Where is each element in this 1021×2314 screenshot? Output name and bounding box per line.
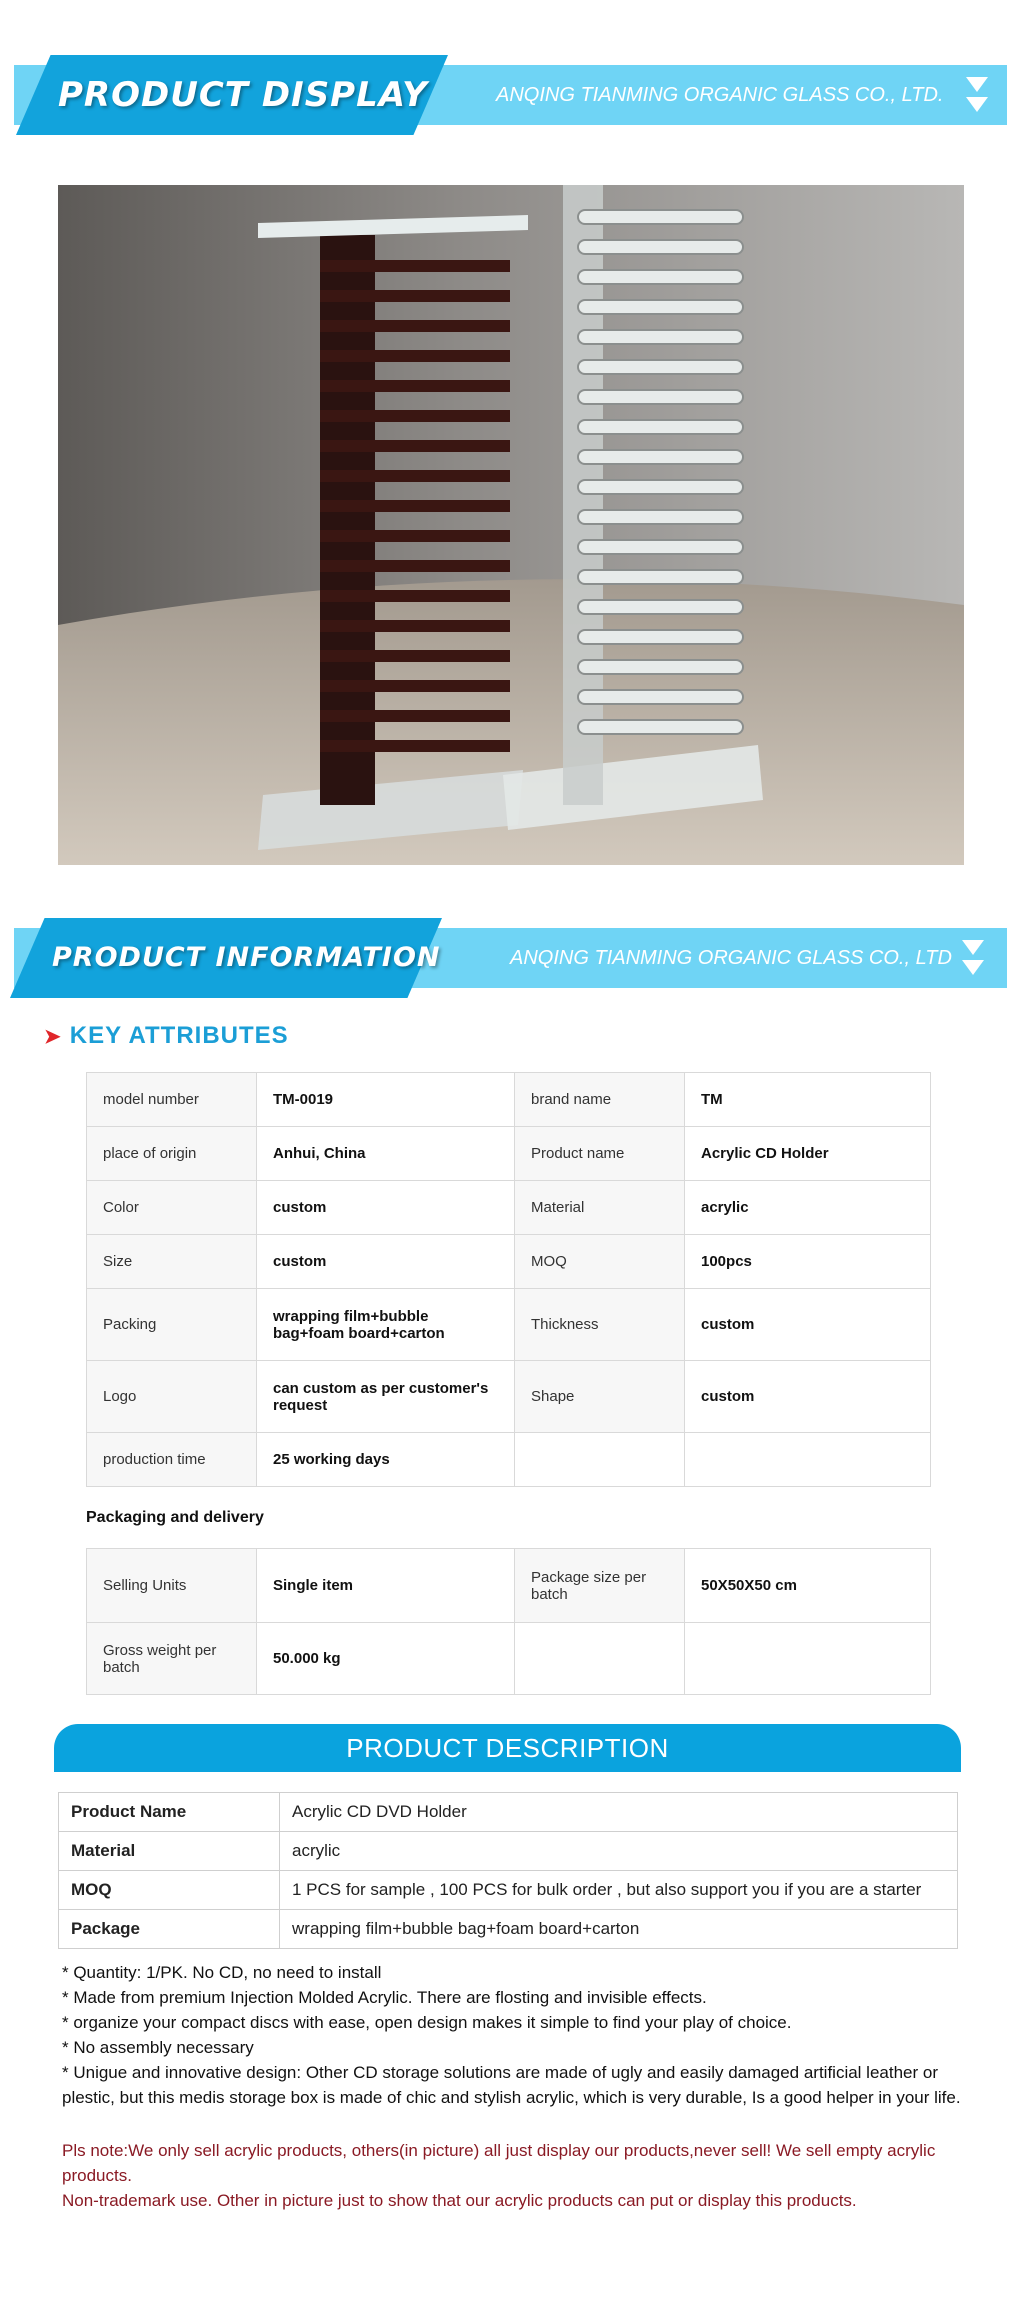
double-chevron-down-icon xyxy=(958,936,988,980)
attr-key: Shape xyxy=(515,1361,685,1433)
attr-key: place of origin xyxy=(87,1127,257,1181)
notice-line: Non-trademark use. Other in picture just to show that our acrylic products can put or display this products. xyxy=(62,2191,857,2210)
table-row xyxy=(87,1433,931,1487)
note-line: * No assembly necessary xyxy=(62,2038,254,2057)
attr-key: Thickness xyxy=(515,1289,685,1361)
attr-key: Package size per batch xyxy=(515,1549,685,1623)
attr-key-empty xyxy=(515,1433,685,1487)
attr-key: Gross weight per batch xyxy=(87,1623,257,1695)
attr-value: custom xyxy=(685,1289,931,1361)
attr-value: custom xyxy=(257,1235,515,1289)
key-attributes-heading xyxy=(44,1018,289,1054)
table-row xyxy=(59,1793,958,1832)
attr-key: Packing xyxy=(87,1289,257,1361)
attr-key: brand name xyxy=(515,1073,685,1127)
product-information-banner xyxy=(0,918,1021,998)
table-row xyxy=(87,1549,931,1623)
product-description-heading: PRODUCT DESCRIPTION xyxy=(54,1724,961,1772)
note-line: * organize your compact discs with ease, open design makes it simple to find your play of choice. xyxy=(62,2013,792,2032)
desc-value: Acrylic CD DVD Holder xyxy=(280,1793,958,1832)
attr-value: 25 working days xyxy=(257,1433,515,1487)
banner-title: PRODUCT DISPLAY xyxy=(58,75,428,115)
attr-value: TM-0019 xyxy=(257,1073,515,1127)
attr-value: TM xyxy=(685,1073,931,1127)
attr-key: production time xyxy=(87,1433,257,1487)
desc-key: MOQ xyxy=(59,1871,280,1910)
attr-value: 100pcs xyxy=(685,1235,931,1289)
table-row xyxy=(87,1235,931,1289)
attr-value: 50.000 kg xyxy=(257,1623,515,1695)
attr-value: custom xyxy=(685,1361,931,1433)
table-row xyxy=(87,1127,931,1181)
attr-value-empty xyxy=(685,1433,931,1487)
table-row xyxy=(59,1910,958,1949)
attr-key: Color xyxy=(87,1181,257,1235)
banner-company: ANQING TIANMING ORGANIC GLASS CO., LTD. xyxy=(496,84,944,106)
desc-key: Package xyxy=(59,1910,280,1949)
feature-notes xyxy=(62,1960,962,2110)
attr-key: Material xyxy=(515,1181,685,1235)
attr-value: Single item xyxy=(257,1549,515,1623)
table-row xyxy=(59,1832,958,1871)
red-arrow-icon: ➤ xyxy=(44,1026,62,1048)
desc-key: Material xyxy=(59,1832,280,1871)
packaging-table xyxy=(86,1548,931,1695)
table-row xyxy=(87,1623,931,1695)
attr-key-empty xyxy=(515,1623,685,1695)
table-row xyxy=(87,1181,931,1235)
table-row xyxy=(87,1289,931,1361)
desc-value: wrapping film+bubble bag+foam board+carton xyxy=(280,1910,958,1949)
attr-key: model number xyxy=(87,1073,257,1127)
desc-value: 1 PCS for sample , 100 PCS for bulk order , but also support you if you are a starter xyxy=(280,1871,958,1910)
banner-company: ANQING TIANMING ORGANIC GLASS CO., LTD xyxy=(510,947,952,969)
packaging-heading: Packaging and delivery xyxy=(86,1509,264,1526)
attr-value-empty xyxy=(685,1623,931,1695)
attr-key: MOQ xyxy=(515,1235,685,1289)
desc-value: acrylic xyxy=(280,1832,958,1871)
attr-value: Acrylic CD Holder xyxy=(685,1127,931,1181)
desc-key: Product Name xyxy=(59,1793,280,1832)
key-attributes-title: KEY ATTRIBUTES xyxy=(69,1022,289,1049)
product-photo xyxy=(58,185,964,865)
table-row xyxy=(87,1361,931,1433)
attr-value: can custom as per customer's request xyxy=(257,1361,515,1433)
attr-key: Product name xyxy=(515,1127,685,1181)
note-line: * Made from premium Injection Molded Acrylic. There are flosting and invisible effects. xyxy=(62,1988,707,2007)
table-row xyxy=(59,1871,958,1910)
seller-notice xyxy=(62,2138,962,2213)
note-line: * Unigue and innovative design: Other CD storage solutions are made of ugly and easily damaged artificial leather or plestic, but this medis storage box is made of chic and stylish acrylic, which is very durable, Is a good helper in your life. xyxy=(62,2063,961,2107)
note-line: * Quantity: 1/PK. No CD, no need to install xyxy=(62,1963,382,1982)
attr-key: Size xyxy=(87,1235,257,1289)
key-attributes-table xyxy=(86,1072,931,1487)
attr-value: acrylic xyxy=(685,1181,931,1235)
table-row xyxy=(87,1073,931,1127)
double-chevron-down-icon xyxy=(962,73,992,117)
attr-key: Selling Units xyxy=(87,1549,257,1623)
notice-line: Pls note:We only sell acrylic products, others(in picture) all just display our products,never sell! We sell empty acrylic products. xyxy=(62,2141,936,2185)
banner-title: PRODUCT INFORMATION xyxy=(52,942,441,973)
attr-value: custom xyxy=(257,1181,515,1235)
product-display-banner xyxy=(0,55,1021,135)
attr-key: Logo xyxy=(87,1361,257,1433)
attr-value: 50X50X50 cm xyxy=(685,1549,931,1623)
attr-value: wrapping film+bubble bag+foam board+carton xyxy=(257,1289,515,1361)
attr-value: Anhui, China xyxy=(257,1127,515,1181)
description-table xyxy=(58,1792,958,1949)
